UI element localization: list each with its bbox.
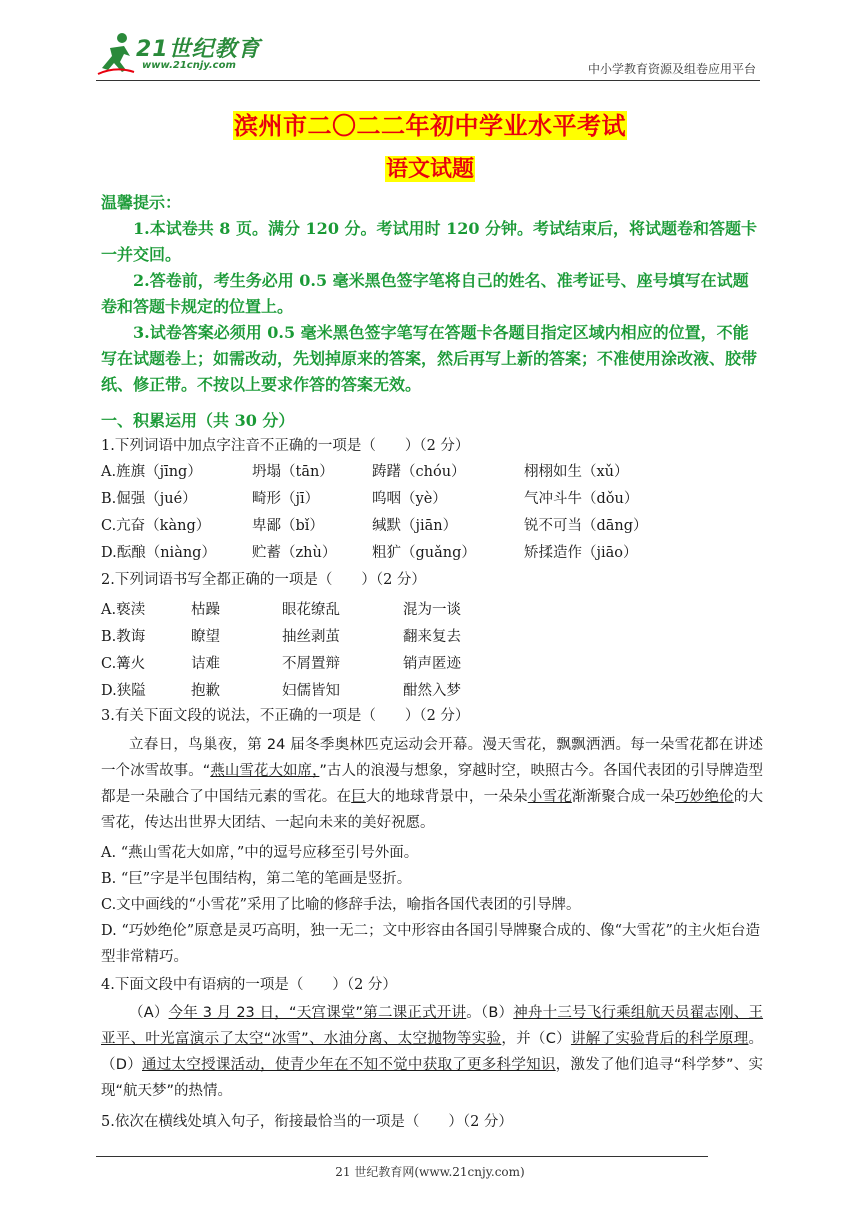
question-5-stem: 5.依次在横线处填入句子，衔接最恰当的一项是（ ）（2 分） [101, 1114, 513, 1130]
q2-option: 瞭望 [191, 629, 220, 645]
q1-option: D.酝酿（niàng） [101, 545, 216, 561]
q3-option: C.文中画线的“小雪花”采用了比喻的修辞手法，喻指各国代表团的引导牌。 [101, 897, 581, 913]
page-footer: 21 世纪教育网(www.21cnjy.com) [335, 1165, 525, 1179]
q3-option: B. “巨”字是半包围结构，第二笔的笔画是竖折。 [101, 871, 412, 887]
clause-label: （A） [129, 1005, 169, 1021]
q1-option: 矫揉造作（jiāo） [524, 545, 638, 561]
q2-option: D.狭隘 [101, 683, 146, 699]
q2-option: 枯躁 [191, 602, 220, 618]
passage-text: 的大雪花，传达出世界大团结、一起向未来的美好祝愿。 [101, 789, 764, 831]
tip-item-1: 1.本试卷共 8 页。满分 120 分。考试用时 120 分钟。考试结束后，将试题卷和答题卡一并交回。 [101, 219, 758, 264]
q1-option: 坍塌（tān） [252, 464, 334, 480]
passage-text: 大的地球背景中，一朵朵 [365, 789, 528, 805]
q1-option: B.倔强（jué） [101, 491, 197, 507]
q1-option: 锐不可当（dāng） [524, 518, 648, 534]
clause-d: 通过太空授课活动，使青少年在不知不觉中获取了更多科学知识 [142, 1057, 556, 1073]
clause-label: 。（D） [101, 1031, 763, 1073]
question-4-passage [101, 1000, 763, 1104]
q2-option: 妇儒皆知 [282, 683, 340, 699]
q1-option: 畸形（jī） [252, 491, 320, 507]
question-3-stem: 3.有关下面文段的说法，不正确的一项是（ ）（2 分） [101, 708, 470, 724]
passage-underline: 小雪花 [527, 789, 572, 805]
exam-subtitle [0, 152, 860, 183]
exam-title-text: 滨州市二〇二二年初中学业水平考试 [234, 111, 626, 140]
passage-underline: 燕山雪花大如席， [210, 763, 320, 779]
q2-option: A.亵渎 [101, 602, 146, 618]
passage-underline: 巧妙绝伦 [674, 789, 734, 805]
tips-heading: 温馨提示： [101, 193, 182, 212]
q1-option: 粗犷（guǎng） [372, 545, 476, 561]
clause-label: ，并（C） [501, 1031, 571, 1047]
q2-option: 抽丝剥茧 [282, 629, 340, 645]
q3-option: D. “巧妙绝伦”原意是灵巧高明，独一无二；文中形容由各国引导牌聚合成的、像“大雪花”的主火炬台造型非常精巧。 [101, 923, 760, 965]
q2-option: B.教诲 [101, 629, 146, 645]
question-3-passage [101, 732, 763, 836]
q2-option: C.篝火 [101, 656, 146, 672]
q1-option: 踌躇（chóu） [372, 464, 466, 480]
passage-underline: 巨 [351, 789, 366, 805]
clause-a: 今年 3 月 23 日，“天宫课堂”第二课正式开讲 [168, 1005, 467, 1021]
page-header [96, 30, 760, 80]
logo-url: www.21cnjy.com [142, 60, 236, 71]
passage-text: 渐渐聚合成一朵 [571, 789, 675, 805]
tip-item-2: 2.答卷前，考生务必用 0.5 毫米黑色签字笔将自己的姓名、准考证号、座号填写在试题卷和答题卡规定的位置上。 [101, 271, 749, 316]
q2-option: 抱歉 [191, 683, 220, 699]
exam-subtitle-text: 语文试题 [385, 156, 474, 182]
logo-text: 21世纪教育 [136, 37, 261, 62]
q1-option: 栩栩如生（xǔ） [524, 464, 629, 480]
footer-divider [96, 1156, 708, 1157]
q2-option: 诘难 [191, 656, 220, 672]
q1-option: 呜咽（yè） [372, 491, 447, 507]
q1-option: C.亢奋（kàng） [101, 518, 211, 534]
passage-text: ，激发了他们追寻“科学梦”、实现“航天梦”的热情。 [101, 1057, 764, 1099]
clause-c: 讲解了实验背后的科学原理 [570, 1031, 749, 1047]
q1-option: 气冲斗牛（dǒu） [524, 491, 639, 507]
passage-text: 立春日，鸟巢夜，第 24 届冬季奥林匹克运动会开幕。漫天雪花，飘飘洒洒。每一朵雪花都在讲述一个冰雪故事。“ [101, 737, 763, 779]
q1-option: 缄默（jiān） [372, 518, 458, 534]
q2-option: 翻来复去 [403, 629, 461, 645]
question-2-stem: 2.下列词语书写全都正确的一项是（ ）（2 分） [101, 572, 426, 588]
clause-b: 神舟十三号飞行乘组航天员翟志刚、王亚平、叶光富演示了太空“冰雪”、水油分离、太空抛物等实验 [101, 1005, 764, 1047]
question-4-stem: 4.下面文段中有语病的一项是（ ）（2 分） [101, 977, 397, 993]
q2-option: 销声匿迹 [403, 656, 461, 672]
q2-option: 酣然入梦 [403, 683, 461, 699]
q1-option: 卑鄙（bǐ） [252, 518, 324, 534]
q2-option: 混为一谈 [403, 602, 461, 618]
exam-title [0, 106, 860, 141]
tip-item-3: 3.试卷答案必须用 0.5 毫米黑色签字笔写在答题卡各题目指定区域内相应的位置，不能写在试题卷上；如需改动，先划掉原来的答案，然后再写上新的答案；不准使用涂改液、胶带纸、修正带。不按以上要求作答的答案无效。 [101, 323, 758, 394]
site-logo[interactable] [96, 30, 266, 78]
q1-option: A.旌旗（jīng） [101, 464, 202, 480]
q3-option: A. “燕山雪花大如席，”中的逗号应移至引号外面。 [101, 845, 419, 861]
q2-option: 眼花缭乱 [282, 602, 340, 618]
clause-label: 。（B） [466, 1005, 514, 1021]
section-heading: 一、积累运用（共 30 分） [101, 411, 295, 430]
runner-icon [96, 30, 136, 76]
question-1-stem: 1.下列词语中加点字注音不正确的一项是（ ）（2 分） [101, 438, 470, 454]
platform-name: 中小学教育资源及组卷应用平台 [587, 62, 756, 76]
q1-option: 贮蓄（zhù） [252, 545, 337, 561]
header-divider [96, 80, 760, 81]
q2-option: 不屑置辩 [282, 656, 340, 672]
passage-text: ”古人的浪漫与想象，穿越时空，映照古今。各国代表团的引导牌造型都是一朵融合了中国结元素的雪花。在 [101, 763, 764, 805]
